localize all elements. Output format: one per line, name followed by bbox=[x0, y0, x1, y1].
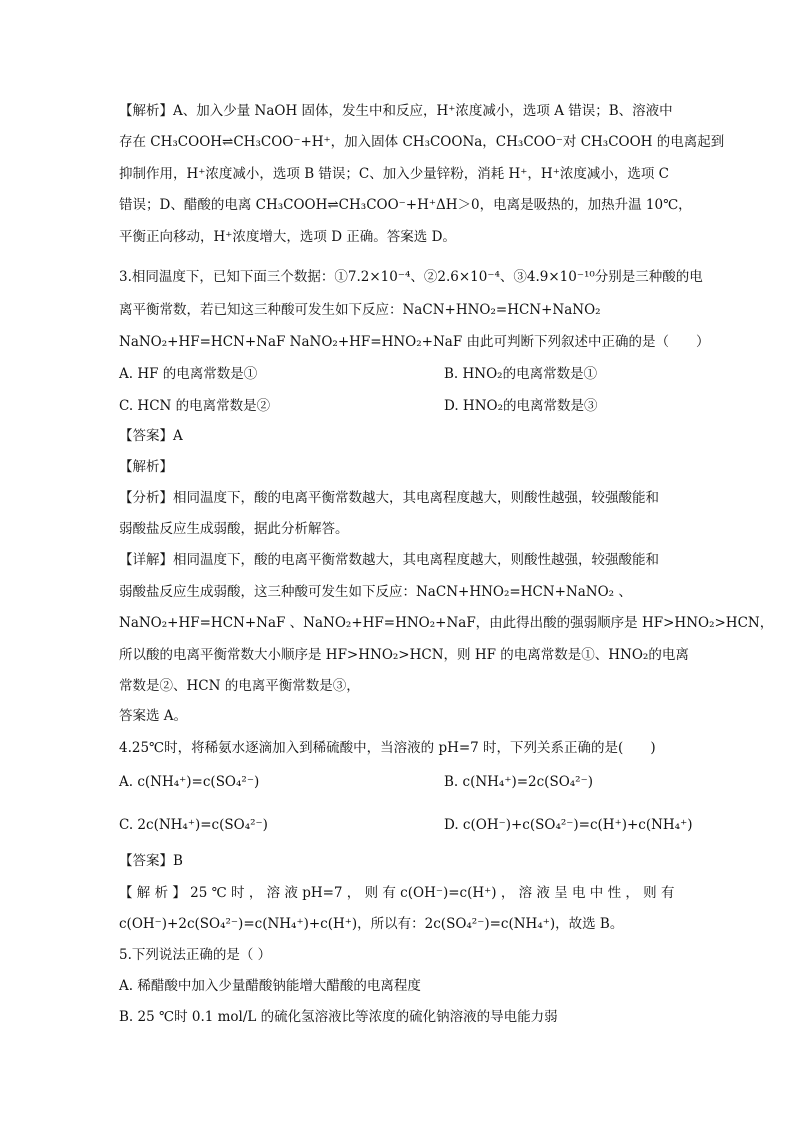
question-3-xiangjie-6: 答案选 A。 bbox=[119, 708, 188, 724]
question-3-fenxi-2: 弱酸盐反应生成弱酸，据此分析解答。 bbox=[119, 521, 349, 537]
question-4-option-d: D. c(OH⁻)+c(SO₄²⁻)=c(H⁺)+c(NH₄⁺) bbox=[444, 817, 693, 833]
analysis-line-2: 存在 CH₃COOH⇌CH₃COO⁻+H⁺，加入固体 CH₃COONa，CH₃COO⁻对 CH₃COOH 的电离起到 bbox=[119, 134, 725, 150]
question-3-answer: 【答案】A bbox=[119, 428, 183, 444]
question-3-xiangjie-2: 弱酸盐反应生成弱酸，这三种酸可发生如下反应：NaCN+HNO₂=HCN+NaNO₂ 、 bbox=[119, 584, 632, 600]
question-3-option-c: C. HCN 的电离常数是② bbox=[119, 398, 271, 414]
question-4-analysis-2: c(OH⁻)+2c(SO₄²⁻)=c(NH₄⁺)+c(H⁺)，所以有：2c(SO₄²⁻)=c(NH₄⁺)，故选 B。 bbox=[119, 916, 624, 932]
question-4-stem: 4.25℃时，将稀氨水逐滴加入到稀硫酸中，当溶液的 pH=7 时，下列关系正确的是( ) bbox=[119, 740, 656, 756]
analysis-line-5: 平衡正向移动，H⁺浓度增大，选项 D 正确。答案选 D。 bbox=[119, 229, 456, 245]
question-4-option-c: C. 2c(NH₄⁺)=c(SO₄²⁻) bbox=[119, 817, 268, 833]
question-5-stem: 5.下列说法正确的是（ ） bbox=[119, 947, 272, 963]
analysis-line-3: 抑制作用，H⁺浓度减小，选项 B 错误；C、加入少量锌粉，消耗 H⁺，H⁺浓度减小，选项 C bbox=[119, 166, 669, 182]
question-3-xiangjie-4: 所以酸的电离平衡常数大小顺序是 HF>HNO₂>HCN，则 HF 的电离常数是①、HNO₂的电离 bbox=[119, 647, 689, 663]
question-5-option-b: B. 25 ℃时 0.1 mol/L 的硫化氢溶液比等浓度的硫化钠溶液的导电能力弱 bbox=[119, 1009, 558, 1025]
question-3-xiangjie-1: 【详解】相同温度下，酸的电离平衡常数越大，其电离程度越大，则酸性越强，较强酸能和 bbox=[119, 552, 659, 568]
question-3-option-b: B. HNO₂的电离常数是① bbox=[444, 366, 598, 382]
question-3-stem-2: 离平衡常数，若已知这三种酸可发生如下反应：NaCN+HNO₂=HCN+NaNO₂ bbox=[119, 302, 601, 318]
analysis-line-4: 错误；D、醋酸的电离 CH₃COOH⇌CH₃COO⁻+H⁺ΔH＞0，电离是吸热的，加热升温 10℃， bbox=[119, 197, 692, 213]
question-4-option-b: B. c(NH₄⁺)=2c(SO₄²⁻) bbox=[444, 774, 593, 790]
question-3-stem-1: 3.相同温度下，已知下面三个数据：①7.2×10⁻⁴、②2.6×10⁻⁴、③4.9×10⁻¹⁰分别是三种酸的电 bbox=[119, 269, 703, 285]
question-3-option-a: A. HF 的电离常数是① bbox=[119, 366, 258, 382]
question-3-xiangjie-5: 常数是②、HCN 的电离平衡常数是③， bbox=[119, 678, 360, 694]
question-3-analysis-heading: 【解析】 bbox=[119, 459, 173, 475]
question-4-option-a: A. c(NH₄⁺)=c(SO₄²⁻) bbox=[119, 774, 260, 790]
question-3-fenxi-1: 【分析】相同温度下，酸的电离平衡常数越大，其电离程度越大，则酸性越强，较强酸能和 bbox=[119, 490, 659, 506]
analysis-line-1: 【解析】A、加入少量 NaOH 固体，发生中和反应，H⁺浓度减小，选项 A 错误；B、溶液中 bbox=[119, 103, 673, 119]
question-4-analysis-1: 【 解 析 】 25 ℃ 时 ， 溶 液 pH=7 ， 则 有 c(OH⁻)=c(H⁺) ， 溶 液 呈 电 中 性 ， 则 有 bbox=[119, 885, 675, 901]
question-4-answer: 【答案】B bbox=[119, 853, 183, 869]
question-3-option-d: D. HNO₂的电离常数是③ bbox=[444, 398, 598, 414]
question-5-option-a: A. 稀醋酸中加入少量醋酸钠能增大醋酸的电离程度 bbox=[119, 978, 421, 994]
question-3-stem-3: NaNO₂+HF=HCN+NaF NaNO₂+HF=HNO₂+NaF 由此可判断下列叙述中正确的是（ ） bbox=[119, 334, 710, 350]
question-3-xiangjie-3: NaNO₂+HF=HCN+NaF 、NaNO₂+HF=HNO₂+NaF，由此得出酸的强弱顺序是 HF>HNO₂>HCN， bbox=[119, 615, 774, 631]
